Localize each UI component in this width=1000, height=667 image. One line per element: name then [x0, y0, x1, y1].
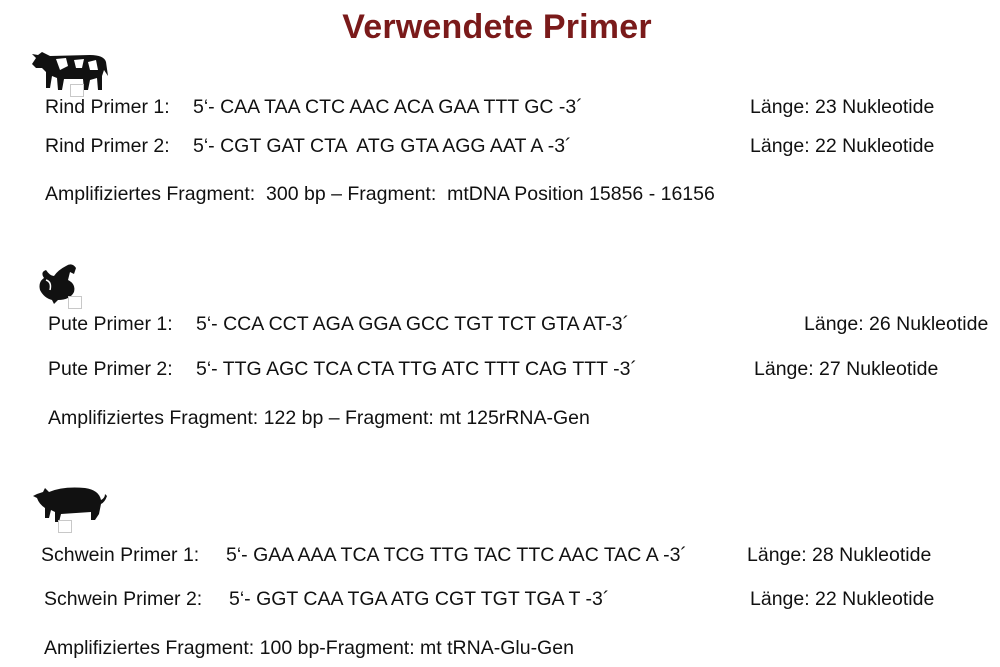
primer-label: Rind Primer 1:	[45, 96, 170, 118]
primer-sequence: 5‘- GGT CAA TGA ATG CGT TGT TGA T -3´	[229, 588, 610, 610]
primer-sequence: 5‘- CAA TAA CTC AAC ACA GAA TTT GC -3´	[193, 96, 583, 118]
primer-sequence: 5‘- GAA AAA TCA TCG TTG TAC TTC AAC TAC A -3´	[226, 544, 687, 566]
primer-label: Pute Primer 1:	[48, 313, 173, 335]
primer-label: Schwein Primer 1:	[41, 544, 200, 566]
placeholder-box	[68, 296, 82, 309]
primer-length: Länge: 26 Nukleotide	[804, 313, 989, 335]
fragment-info: Amplifiziertes Fragment: 122 bp – Fragment: mt 125rRNA-Gen	[48, 407, 590, 429]
primer-label: Pute Primer 2:	[48, 358, 173, 380]
fragment-info: Amplifiziertes Fragment: 100 bp-Fragment: mt tRNA-Glu-Gen	[44, 637, 574, 659]
page-title: Verwendete Primer	[342, 8, 652, 46]
primer-sequence: 5‘- CGT GAT CTA ATG GTA AGG AAT A -3´	[193, 135, 572, 157]
primer-sequence: 5‘- TTG AGC TCA CTA TTG ATC TTT CAG TTT -3´	[196, 358, 637, 380]
primer-length: Länge: 22 Nukleotide	[750, 588, 935, 610]
fragment-info: Amplifiziertes Fragment: 300 bp – Fragment: mtDNA Position 15856 - 16156	[45, 183, 715, 205]
primer-length: Länge: 28 Nukleotide	[747, 544, 932, 566]
primer-label: Schwein Primer 2:	[44, 588, 203, 610]
primer-length: Länge: 23 Nukleotide	[750, 96, 935, 118]
primer-length: Länge: 22 Nukleotide	[750, 135, 935, 157]
placeholder-box	[58, 520, 72, 533]
primer-sequence: 5‘- CCA CCT AGA GGA GCC TGT TCT GTA AT-3´	[196, 313, 630, 335]
primer-label: Rind Primer 2:	[45, 135, 170, 157]
primer-length: Länge: 27 Nukleotide	[754, 358, 939, 380]
